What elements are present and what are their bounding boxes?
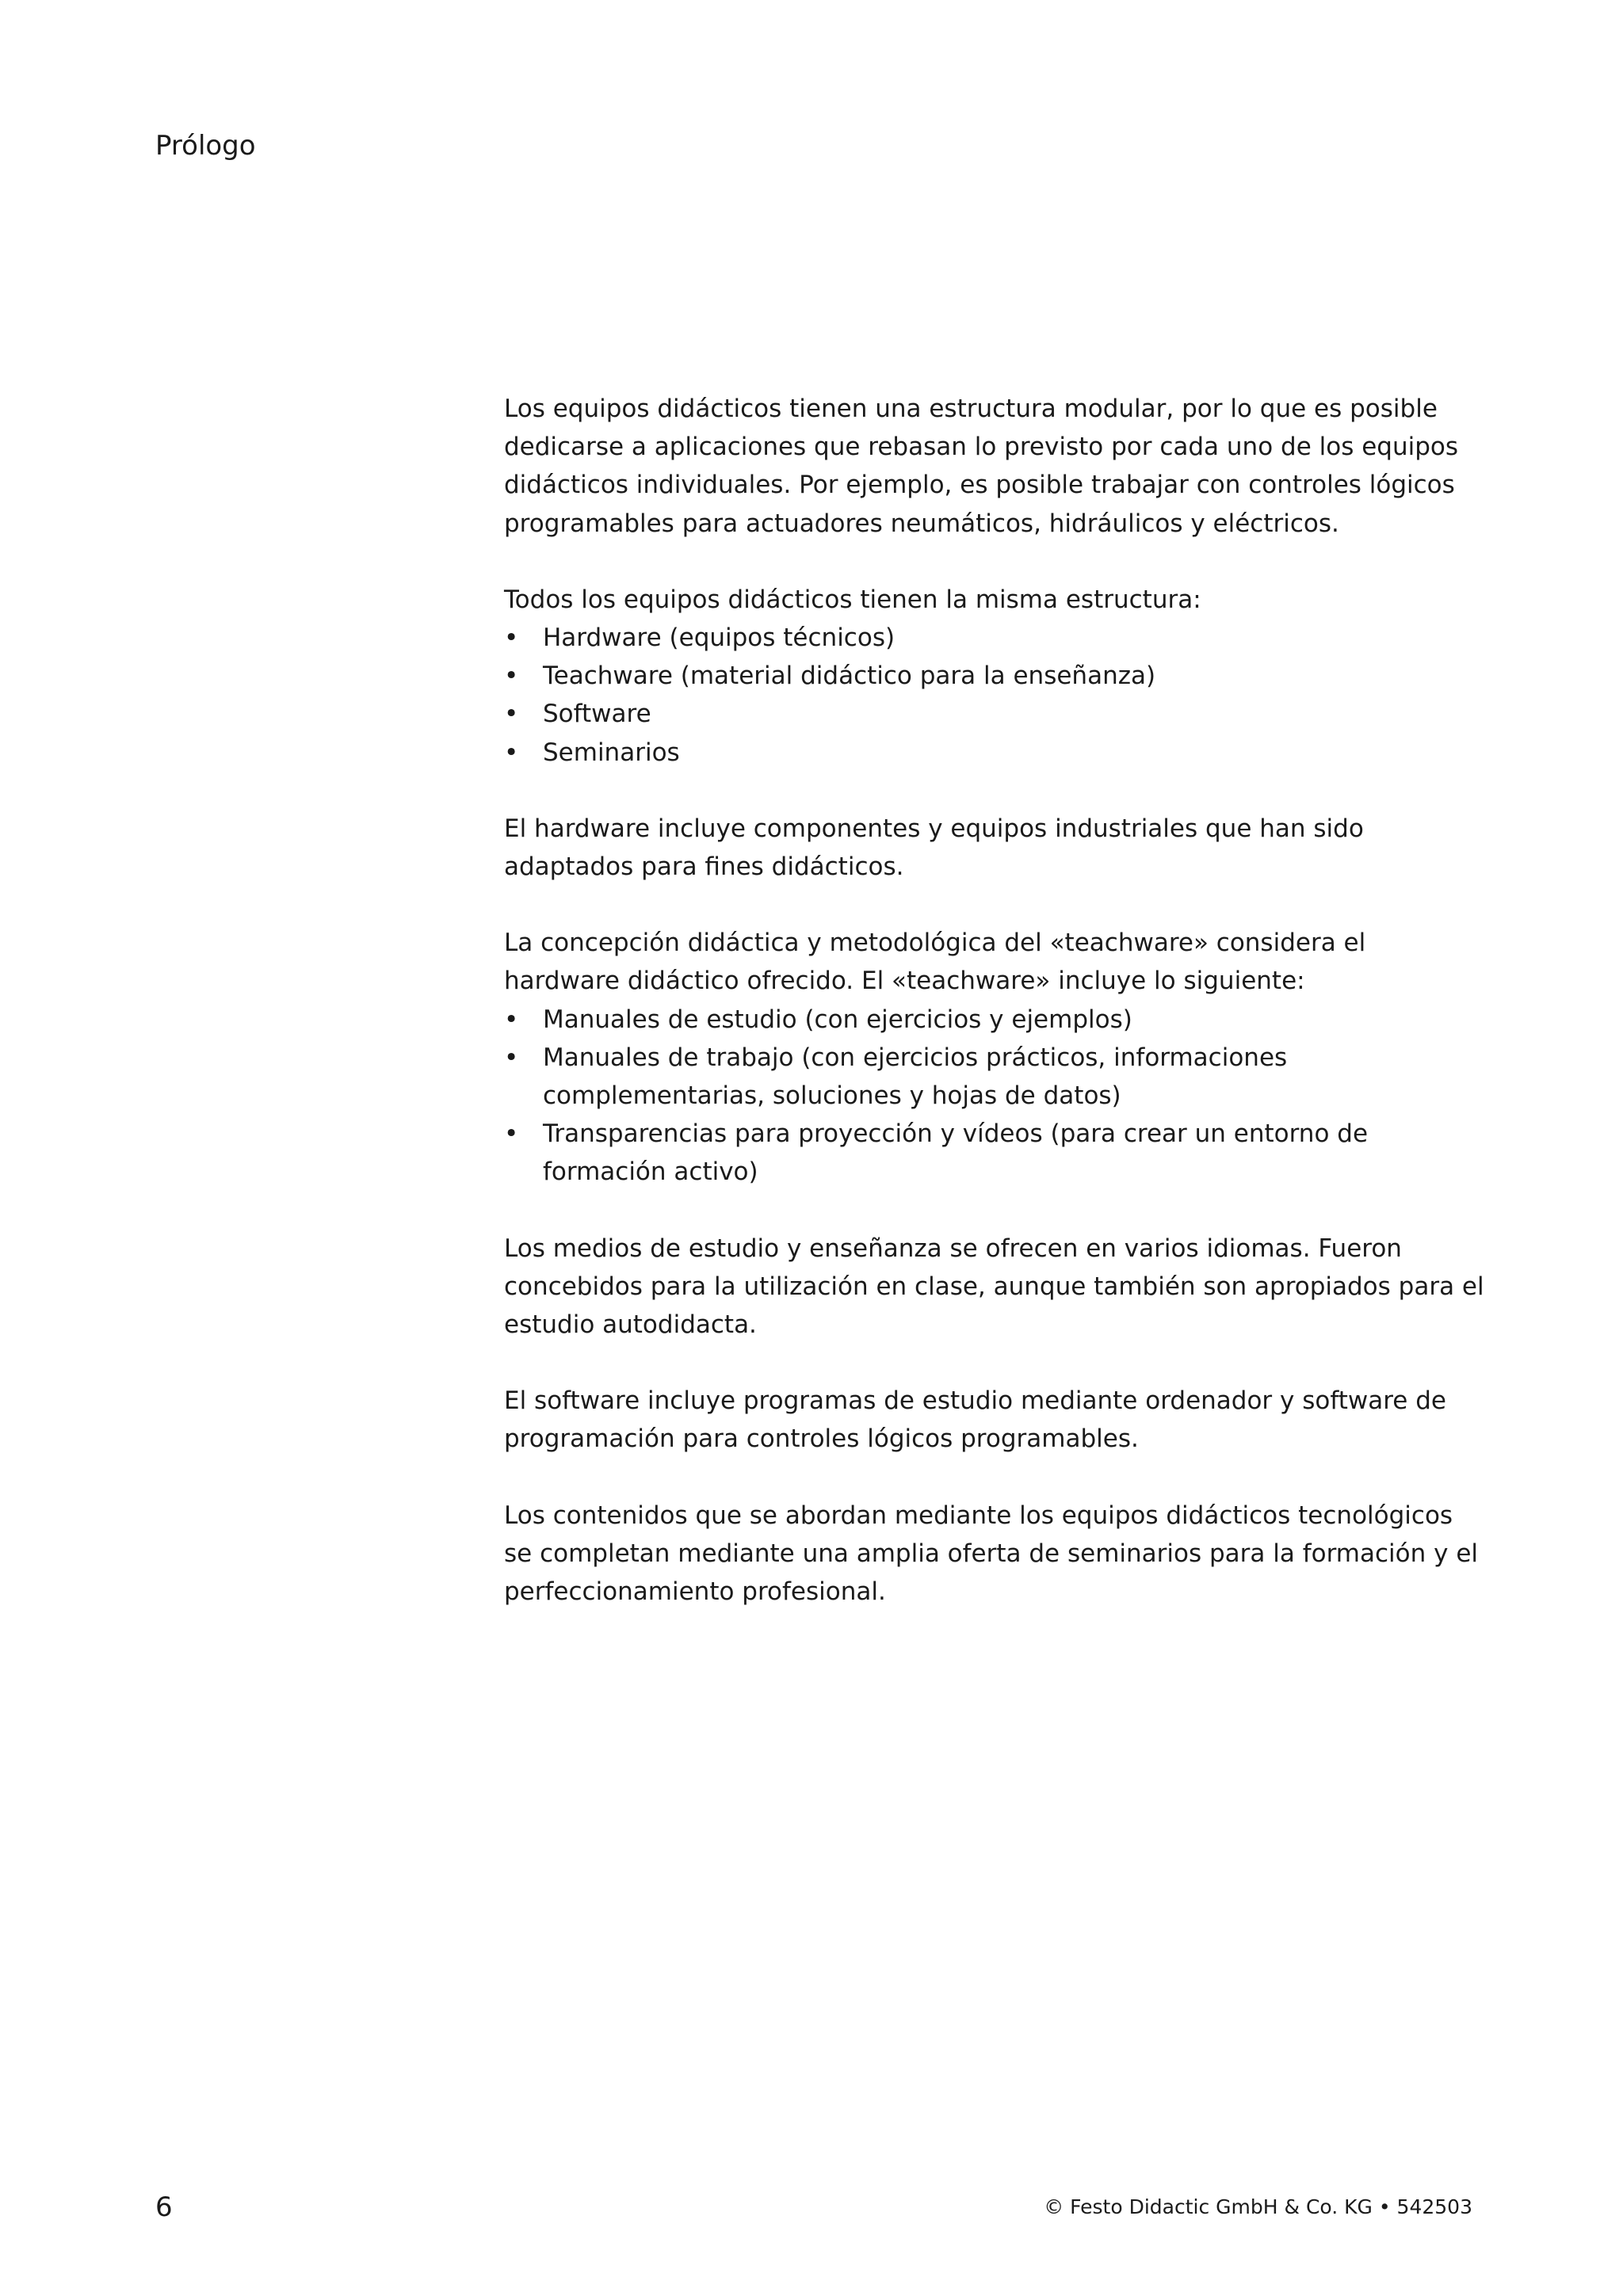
list-item-text: Seminarios [543,738,680,767]
list-item-text: Manuales de estudio (con ejercicios y ejemplos) [543,1005,1132,1034]
page-number: 6 [155,2191,173,2223]
bullet-icon: • [504,1043,519,1072]
list-item-text: Hardware (equipos técnicos) [543,624,896,653]
body-text [504,390,1487,1649]
structure-list [504,619,1487,772]
list-item [504,1115,1487,1191]
bullet-icon: • [504,700,519,729]
list-item [504,734,1487,772]
list-item-text: Transparencias para proyección y vídeos (para crear un entorno de formación activo) [543,1119,1369,1187]
paragraph-teachware-intro: La concepción didáctica y metodológica del «teachware» considera el hardware didáctico ofrecido. El «teachware» incluye lo siguiente: [504,929,1366,996]
bullet-icon: • [504,738,519,767]
list-item-text: Software [543,700,651,729]
copyright-notice: © Festo Didactic GmbH & Co. KG • 542503 [1044,2195,1472,2218]
paragraph-languages: Los medios de estudio y enseñanza se ofrecen en varios idiomas. Fueron concebidos para la utilización en clase, aunque también son apropiados para el estudio autodidacta. [504,1234,1484,1340]
list-item [504,1001,1487,1039]
page-header-title: Prólogo [155,130,256,162]
list-item [504,657,1487,695]
list-item [504,695,1487,733]
paragraph-seminars: Los contenidos que se abordan mediante los equipos didácticos tecnológicos se completan mediante una amplia oferta de seminarios para la formación y el perfeccionamiento profesional. [504,1501,1479,1607]
teachware-list [504,1001,1487,1192]
bullet-icon: • [504,662,519,691]
list-item [504,619,1487,657]
list-item-text: Manuales de trabajo (con ejercicios prácticos, informaciones complementarias, soluciones y hojas de datos) [543,1043,1288,1111]
bullet-icon: • [504,1119,519,1149]
list-item-text: Teachware (material didáctico para la enseñanza) [543,662,1156,691]
paragraph-modular-structure: Los equipos didácticos tienen una estructura modular, por lo que es posible dedicarse a aplicaciones que rebasan lo previsto por cada uno de los equipos didácticos individuales. Por ejemplo, es posible trabajar con controles lógicos programables para actuadores neumáticos, hidráulicos y eléctricos. [504,395,1459,538]
paragraph-software: El software incluye programas de estudio mediante ordenador y software de programación para controles lógicos programables. [504,1386,1446,1454]
bullet-icon: • [504,1005,519,1034]
paragraph-structure-intro: Todos los equipos didácticos tienen la misma estructura: [504,585,1201,614]
paragraph-hardware: El hardware incluye componentes y equipos industriales que han sido adaptados para fines didácticos. [504,814,1364,882]
list-item [504,1039,1487,1115]
bullet-icon: • [504,624,519,653]
